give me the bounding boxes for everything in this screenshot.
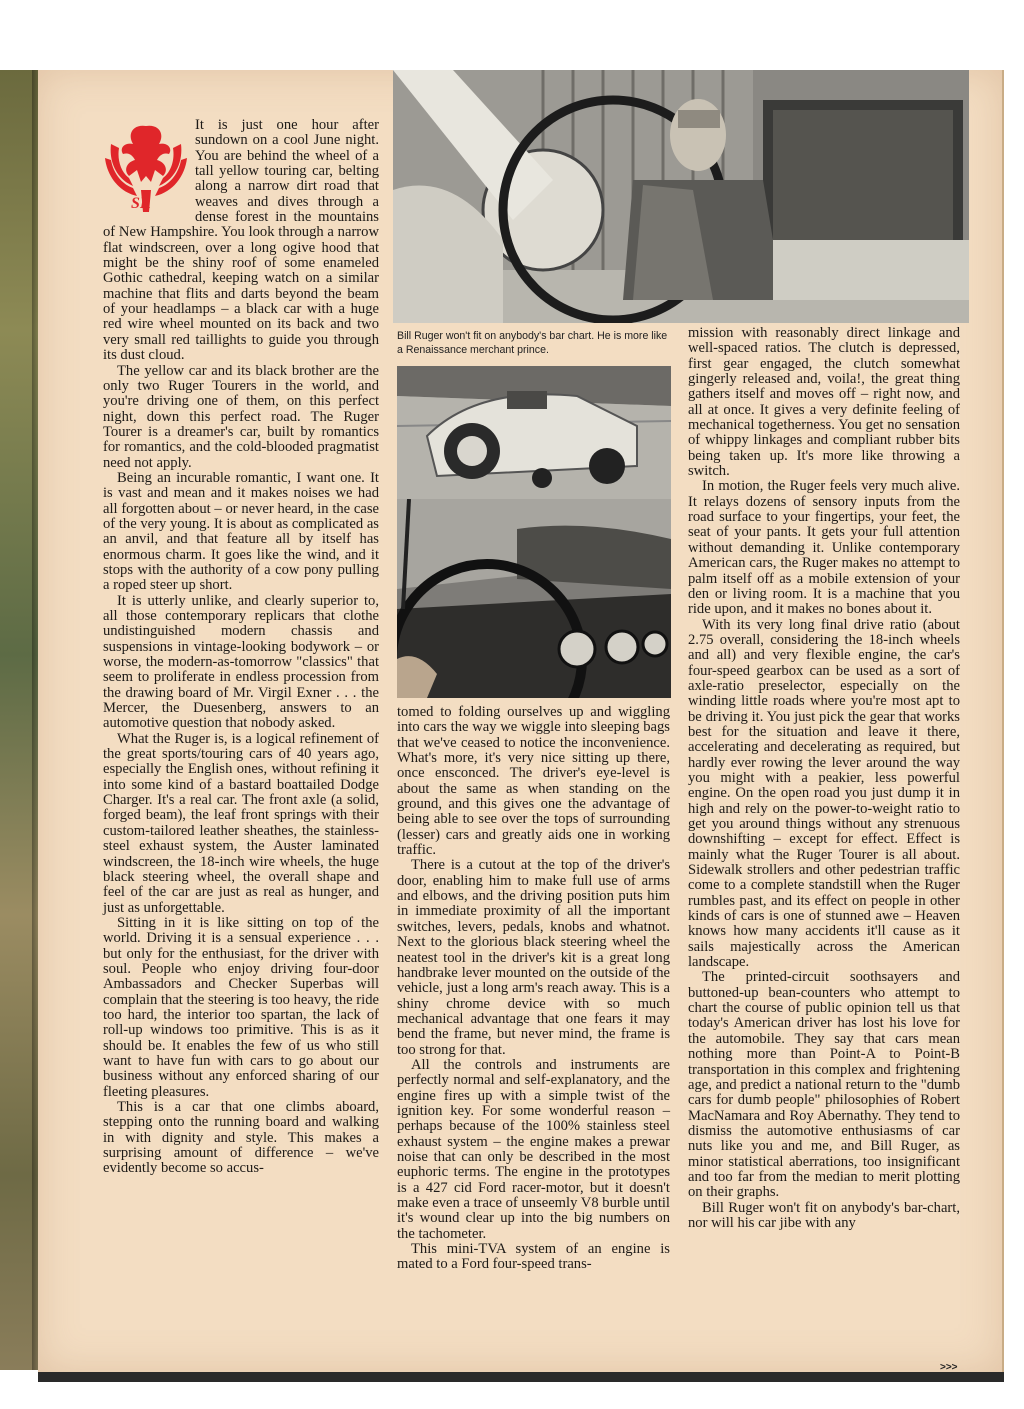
photo-car-on-road [397,366,671,499]
paragraph: This is a car that one climbs aboard, stepping onto the running board and walking in with dignity and style. This makes a surprising amount of difference – we've evidently become so accus- [103,1099,379,1177]
continued-marker: >>> [940,1362,958,1373]
paragraph: Sitting in it is like sitting on top of the world. Driving it is a sensual experience . . . but only for the enthusiast, for the driver with soul. People who enjoy driving four-door Ambassadors and Checker Superbas will complain that the steering is too heavy, the ride too hard, the interior too spartan, the lack of roll-up windows too primitive. This is as it should be. It enables the few of us who still want to have fun with cars to go about our business without any enforced sharing of our fleeting pleasures. [103,914,379,1100]
paragraph: Being an incurable romantic, I want one. It is vast and mean and it makes noises we had all forgotten about – or never heard, in the case of the very young. It is about as complicated as an anvil, and that feature all by itself has enormous charm. It goes like the wind, and it stops with the authority of a cow pony pulling a roped steer up short. [103,469,379,594]
paragraph: Bill Ruger won't fit on anybody's bar-chart, nor will his car jibe with any [688,1199,960,1231]
page-bottom-edge [38,1372,1004,1382]
paragraph: It is just one hour after sundown on a cool June night. You are behind the wheel of a tall yellow touring car, belting along a narrow dirt road that weaves and dives through a dense forest in the mountains of New Hampshire. You look through a narrow flat windscreen, over a long ogive hood that might be the shiny roof of some enameled Gothic cathedral, keeping watch on a similar machine that flits and darts beyond the beam of your headlamps – a black car with a huge red wire wheel mounted on its back and two very small red taillights to guide you through its dust cloud. [103,117,379,364]
paragraph: With its very long final drive ratio (about 2.75 overall, considering the 18-inch wheels and all) and very flexible engine, the car's four-speed gearbox can be used as a sort of axle-ratio preselector, especially on the winding little roads where you're most apt to be driving it. You just pick the gear that works best for the situation and leave it there, accelerating and decelerating as required, but hardly ever rowing the lever around the way you might with a peakier, less powerful engine. On the open road you just dump it in high and rely on the power-to-weight ratio to get you around things without any strenuous downshifting – except for effect. Effect is mainly what the Ruger Tourer is all about. Sidewalk strollers and other pedestrian traffic come to a complete standstill when the Ruger rumbles past, and its effect on people in other kinds of cars is one of stunned awe – Heaven knows how many accidents it'll cause as it sails majestically across the American landscape. [688,616,960,971]
article-column-1 [103,118,379,1177]
logo-letters: SR [131,195,151,212]
paragraph: mission with reasonably direct linkage and well-spaced ratios. The clutch is depressed, first gear engaged, the clutch somewhat gingerly released and, voila!, the great thing gathers itself and moves off – right now, and all at once. It gives a very definite feeling of mechanical togetherness. You get no sensation of whippy linkages and compliant rubber bits being taken up. It's more like throwing a switch. [688,325,960,480]
paragraph: This mini-TVA system of an engine is mated to a Ford four-speed trans- [397,1241,670,1273]
paragraph: It is utterly unlike, and clearly superior to, all those contemporary replicars that clothe undistinguished modern chassis and suspensions in vintage-looking bodywork – or worse, the modern-as-tomorrow "classics" that seem to proliferate in endless procession from the drawing board of Mr. Virgil Exner . . . the Mercer, the Duesenberg, answers to an automotive question that nobody asked. [103,592,379,732]
paragraph: The printed-circuit soothsayers and buttoned-up bean-counters who attempt to chart the course of public opinion tell us that today's American driver has lost his love for the automobile. They say that cars mean nothing more than Point-A to Point-B transportation in this complex and frightening age, and predict a national return to the "dumb cars for dumb people" philosophies of Robert MacNamara and Roy Abernathy. They tend to dismiss the automotive enthusiasms of car nuts like you and me, and Bill Ruger, as minor statistical aberrations, too insignificant and too far from the median to merit plotting on their graphs. [688,969,960,1201]
paragraph: What the Ruger is, is a logical refinement of the great sports/touring cars of 40 years ago, especially the English ones, without refining it into some kind of a bastard boattailed Dodge Charger. It's a real car. The front axle (a solid, forged beam), the leaf front springs with their custom-tailored leather sheathes, the stainless-steel exhaust system, the Auster laminated windscreen, the 18-inch wire wheels, the huge black steering wheel, the overall shape and feel of the car are just as real as hunger, and just as unforgettable. [103,730,379,916]
paragraph: tomed to folding ourselves up and wiggling into cars the way we wiggle into sleeping bags that we've ceased to notice the inconvenience. What's more, it's very nice sitting up there, once ensconced. The driver's eye-level is about the same as when standing on the ground, and this gives one the advantage of being able to see over the tops of surrounding (lesser) cars and greatly aids one in working traffic. [397,704,670,859]
photo-caption: Bill Ruger won't fit on anybody's bar chart. He is more like a Renaissance merchant prince. [397,330,668,356]
paragraph: The yellow car and its black brother are the only two Ruger Tourers in the world, and you're driving one of them, on this perfect night, down this perfect road. The Ruger Tourer is a dreamer's car, built by romantics for romantics, and the cold-blooded pragmatist need not apply. [103,362,379,471]
ruger-eagle-logo [103,120,189,218]
article-column-2 [397,705,670,1273]
paragraph: All the controls and instruments are perfectly normal and self-explanatory, and the engine fires up with a simple twist of the ignition key. For some wonderful reason – perhaps because of the 100% stainless steel exhaust system – the engine makes a prewar noise that can only be described in the most euphoric terms. The engine in the prototypes is a 427 cid Ford racer-motor, but it doesn't make even a trace of unseemly V8 burble until it's wound clear up into the big numbers on the tachometer. [397,1056,670,1242]
magazine-binding [0,70,40,1370]
article-column-3 [688,326,960,1231]
photo-bill-ruger-in-car [393,70,969,323]
paragraph: There is a cutout at the top of the driver's door, enabling him to make full use of arms and elbows, and the driving position puts him in immediate proximity of all the important switches, levers, pedals, knobs and whatnot. Next to the glorious black steering wheel the neatest tool in the driver's kit is a great long handbrake lever mounted on the outside of the vehicle, just a long arm's reach away. This is a shiny chrome device with so much mechanical advantage that one fears it may bend the frame, but never mind, the frame is too strong for that. [397,857,670,1058]
paragraph: In motion, the Ruger feels very much alive. It relays dozens of sensory inputs from the road surface to your fingertips, your feet, the seat of your pants. It gets your full attention without demanding it. Unlike contemporary American cars, the Ruger makes no attempt to palm itself off as a mobile extension of your den or living room. It is a machine that you ride upon, and it makes no bones about it. [688,478,960,618]
photo-dashboard [397,499,671,698]
